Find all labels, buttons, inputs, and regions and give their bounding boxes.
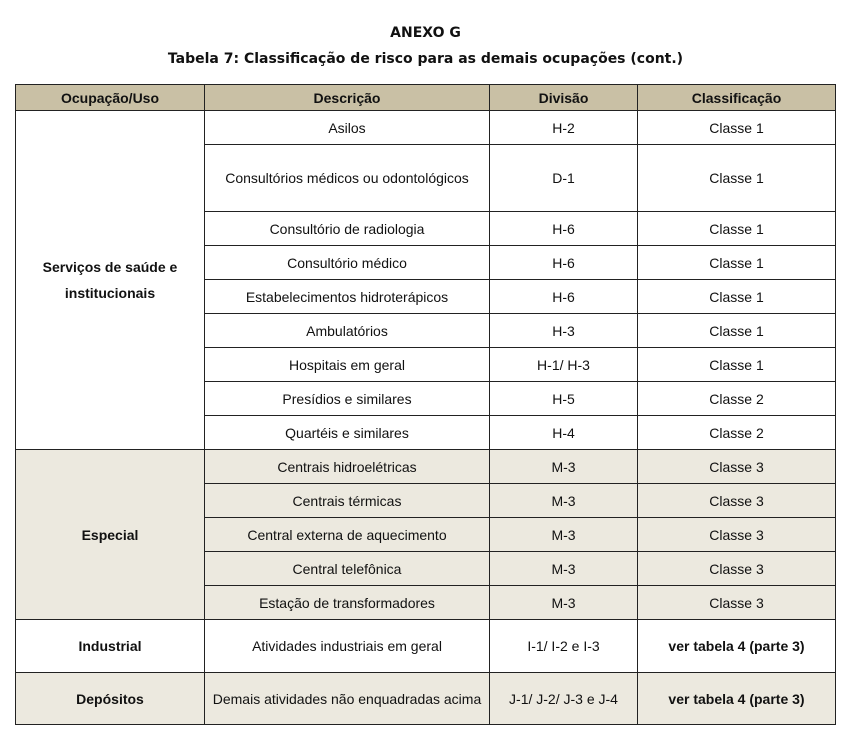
descricao-cell: Consultório médico	[205, 246, 490, 280]
group-cell-servicos-saude: Serviços de saúde e institucionais	[16, 111, 205, 450]
divisao-cell: H-3	[490, 314, 638, 348]
descricao-cell: Central telefônica	[205, 552, 490, 586]
classificacao-cell: Classe 1	[638, 145, 836, 212]
group-cell-especial: Especial	[16, 450, 205, 620]
divisao-cell: I-1/ I-2 e I-3	[490, 620, 638, 673]
divisao-cell: H-6	[490, 280, 638, 314]
table-row	[16, 450, 836, 484]
classificacao-cell: Classe 1	[638, 314, 836, 348]
header-descricao: Descrição	[205, 85, 490, 111]
classificacao-cell: Classe 2	[638, 382, 836, 416]
descricao-cell: Estabelecimentos hidroterápicos	[205, 280, 490, 314]
classificacao-cell: Classe 3	[638, 586, 836, 620]
descricao-cell: Asilos	[205, 111, 490, 145]
risk-classification-table	[15, 84, 836, 725]
classificacao-cell: Classe 3	[638, 552, 836, 586]
classificacao-cell: Classe 1	[638, 212, 836, 246]
divisao-cell: M-3	[490, 518, 638, 552]
descricao-cell: Consultório de radiologia	[205, 212, 490, 246]
classificacao-cell: Classe 3	[638, 518, 836, 552]
classificacao-cell: Classe 3	[638, 450, 836, 484]
header-ocupacao: Ocupação/Uso	[16, 85, 205, 111]
divisao-cell: J-1/ J-2/ J-3 e J-4	[490, 673, 638, 725]
descricao-cell: Ambulatórios	[205, 314, 490, 348]
table-header-row	[16, 85, 836, 111]
classificacao-cell: ver tabela 4 (parte 3)	[638, 673, 836, 725]
divisao-cell: H-1/ H-3	[490, 348, 638, 382]
descricao-cell: Hospitais em geral	[205, 348, 490, 382]
divisao-cell: M-3	[490, 450, 638, 484]
classificacao-cell: Classe 1	[638, 280, 836, 314]
group-cell-depositos: Depósitos	[16, 673, 205, 725]
descricao-cell: Centrais térmicas	[205, 484, 490, 518]
classificacao-cell: Classe 3	[638, 484, 836, 518]
descricao-cell: Demais atividades não enquadradas acima	[205, 673, 490, 725]
divisao-cell: M-3	[490, 586, 638, 620]
group-cell-industrial: Industrial	[16, 620, 205, 673]
divisao-cell: H-5	[490, 382, 638, 416]
descricao-cell: Atividades industriais em geral	[205, 620, 490, 673]
table-row	[16, 620, 836, 673]
descricao-cell: Centrais hidroelétricas	[205, 450, 490, 484]
header-divisao: Divisão	[490, 85, 638, 111]
descricao-cell: Estação de transformadores	[205, 586, 490, 620]
classificacao-cell: ver tabela 4 (parte 3)	[638, 620, 836, 673]
annex-title: ANEXO G	[390, 25, 461, 41]
divisao-cell: H-4	[490, 416, 638, 450]
divisao-cell: D-1	[490, 145, 638, 212]
divisao-cell: H-6	[490, 212, 638, 246]
classificacao-cell: Classe 1	[638, 348, 836, 382]
classificacao-cell: Classe 2	[638, 416, 836, 450]
descricao-cell: Presídios e similares	[205, 382, 490, 416]
header-classificacao: Classificação	[638, 85, 836, 111]
classificacao-cell: Classe 1	[638, 246, 836, 280]
divisao-cell: H-2	[490, 111, 638, 145]
divisao-cell: M-3	[490, 552, 638, 586]
table-row	[16, 673, 836, 725]
descricao-cell: Central externa de aquecimento	[205, 518, 490, 552]
descricao-cell: Consultórios médicos ou odontológicos	[205, 145, 490, 212]
divisao-cell: H-6	[490, 246, 638, 280]
table-row	[16, 111, 836, 145]
table-title: Tabela 7: Classificação de risco para as demais ocupações (cont.)	[167, 51, 684, 67]
descricao-cell: Quartéis e similares	[205, 416, 490, 450]
classificacao-cell: Classe 1	[638, 111, 836, 145]
divisao-cell: M-3	[490, 484, 638, 518]
